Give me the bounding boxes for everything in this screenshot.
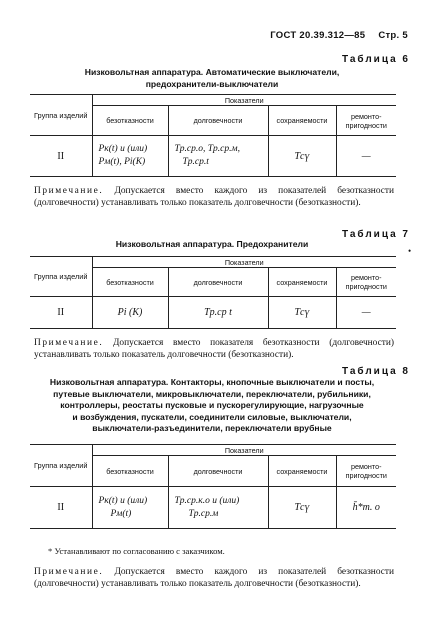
table6-reliability-cell — [92, 136, 168, 177]
table8-storability-value: Tсү — [268, 487, 336, 529]
table8-title-line3: контроллеры, реостаты пусковые и пускорегулирующие, нагрузочные — [60, 400, 364, 410]
note3-label: Примечание. — [34, 567, 104, 577]
note2-text: Допускается вместо показателя безотказности (долговечности) устанавливать только показатель долговечности (безотказности). — [34, 338, 394, 360]
table6-reliability-line1: Pк(t) и (или) — [98, 144, 148, 154]
gost-number: ГОСТ 20.39.312—85 — [270, 30, 366, 41]
note3-text: Допускается вместо каждого из показателей безотказности (долговечности) устанавливать только показатель долговечности (безотказности). — [34, 567, 395, 589]
table8-label: Таблица 8 — [341, 366, 410, 377]
table8-title-line1: Низковольтная аппаратура. Контакторы, кнопочные выключатели и посты, — [49, 377, 375, 387]
table6-col-storability: сохраняемости — [268, 106, 336, 136]
table7-col-storability: сохраняемости — [268, 268, 336, 297]
table6-col-reliability: безотказности — [92, 106, 168, 136]
table6-reliability-line2: Pм(t), Pi(K) — [98, 157, 146, 167]
table6-indicators-header: Показатели — [92, 95, 396, 106]
table7-durability-value: Tр.ср t — [168, 297, 268, 329]
table8-title-line5: выключатели-разъединители, переключатели врубные — [92, 423, 332, 433]
table8-title-line2: путевые выключатели, микровыключатели, переключатели, рубильники, — [53, 388, 371, 399]
table7-col-repairability: ремонто-пригодности — [336, 268, 396, 297]
table7-repairability-value: — — [336, 297, 396, 329]
table7-group-header: Группа изделий — [30, 257, 92, 297]
table7-group-value: II — [30, 297, 92, 329]
table6-col-repairability: ремонто-пригодности — [336, 106, 396, 136]
note2-label: Примечание. — [34, 338, 104, 348]
footnote: * Устанавливают по согласованию с заказчиком. — [48, 546, 225, 556]
table7-storability-value: Tсү — [268, 297, 336, 329]
table8-repairability-value: h̄*т. о — [336, 487, 396, 529]
table8-group-header: Группа изделий — [30, 445, 92, 487]
table8-title — [0, 377, 424, 435]
table6-label: Таблица 6 — [341, 54, 410, 65]
table8-group-value: II — [30, 487, 92, 529]
table6-title — [0, 67, 424, 90]
table6-repairability-value: — — [336, 136, 396, 177]
page-number: Стр. 5 — [378, 30, 408, 41]
table8 — [30, 444, 396, 529]
table6-durability-cell — [168, 136, 268, 177]
table6-col-durability: долговечности — [168, 106, 268, 136]
margin-mark: • — [408, 246, 412, 256]
table8-col-storability: сохраняемости — [268, 456, 336, 487]
table6-title-line2: предохранители-выключатели — [145, 78, 279, 89]
table8-reliability-cell — [92, 487, 168, 529]
table7-reliability-value: Pi (K) — [92, 297, 168, 329]
table6-group-value: II — [30, 136, 92, 177]
table6-storability-value: Tсү — [268, 136, 336, 177]
table8-durability-line1: Tр.ср.к.о и (или) — [174, 495, 240, 506]
table7-label: Таблица 7 — [341, 229, 410, 240]
note2 — [34, 337, 394, 361]
table8-durability-cell — [168, 487, 268, 529]
table7 — [30, 256, 396, 329]
table8-title-line4: и возбуждения, пускатели, соединители силовые, выключатели, — [72, 411, 352, 422]
table6-durability-line1: Tр.ср.о, Tр.ср.м, — [174, 144, 240, 154]
table6-durability-line2: Tр.ср.t — [182, 157, 209, 167]
table8-col-durability: долговечности — [168, 456, 268, 487]
table8-col-repairability: ремонто-пригодности — [336, 456, 396, 487]
note3 — [34, 566, 394, 590]
table7-indicators-header: Показатели — [92, 257, 396, 268]
page-header — [270, 30, 408, 41]
table8-indicators-header: Показатели — [92, 445, 396, 456]
table8-reliability-line2: Pм(t) — [110, 508, 132, 519]
table7-title: Низковольтная аппаратура. Предохранители — [115, 239, 309, 249]
table7-col-durability: долговечности — [168, 268, 268, 297]
note1-label: Примечание. — [34, 186, 104, 196]
table8-durability-line2: Tр.ср.м — [188, 508, 219, 519]
table8-col-reliability: безотказности — [92, 456, 168, 487]
table7-col-reliability: безотказности — [92, 268, 168, 297]
note1 — [34, 185, 394, 209]
table6 — [30, 94, 396, 177]
table6-group-header: Группа изделий — [30, 95, 92, 136]
table8-reliability-line1: Pк(t) и (или) — [98, 495, 148, 506]
note1-text: Допускается вместо каждого из показателей безотказности (долговечности) устанавливать только показатель долговечности (безотказности). — [34, 186, 395, 208]
table6-title-line1: Низковольтная аппаратура. Автоматические выключатели, — [84, 67, 340, 77]
